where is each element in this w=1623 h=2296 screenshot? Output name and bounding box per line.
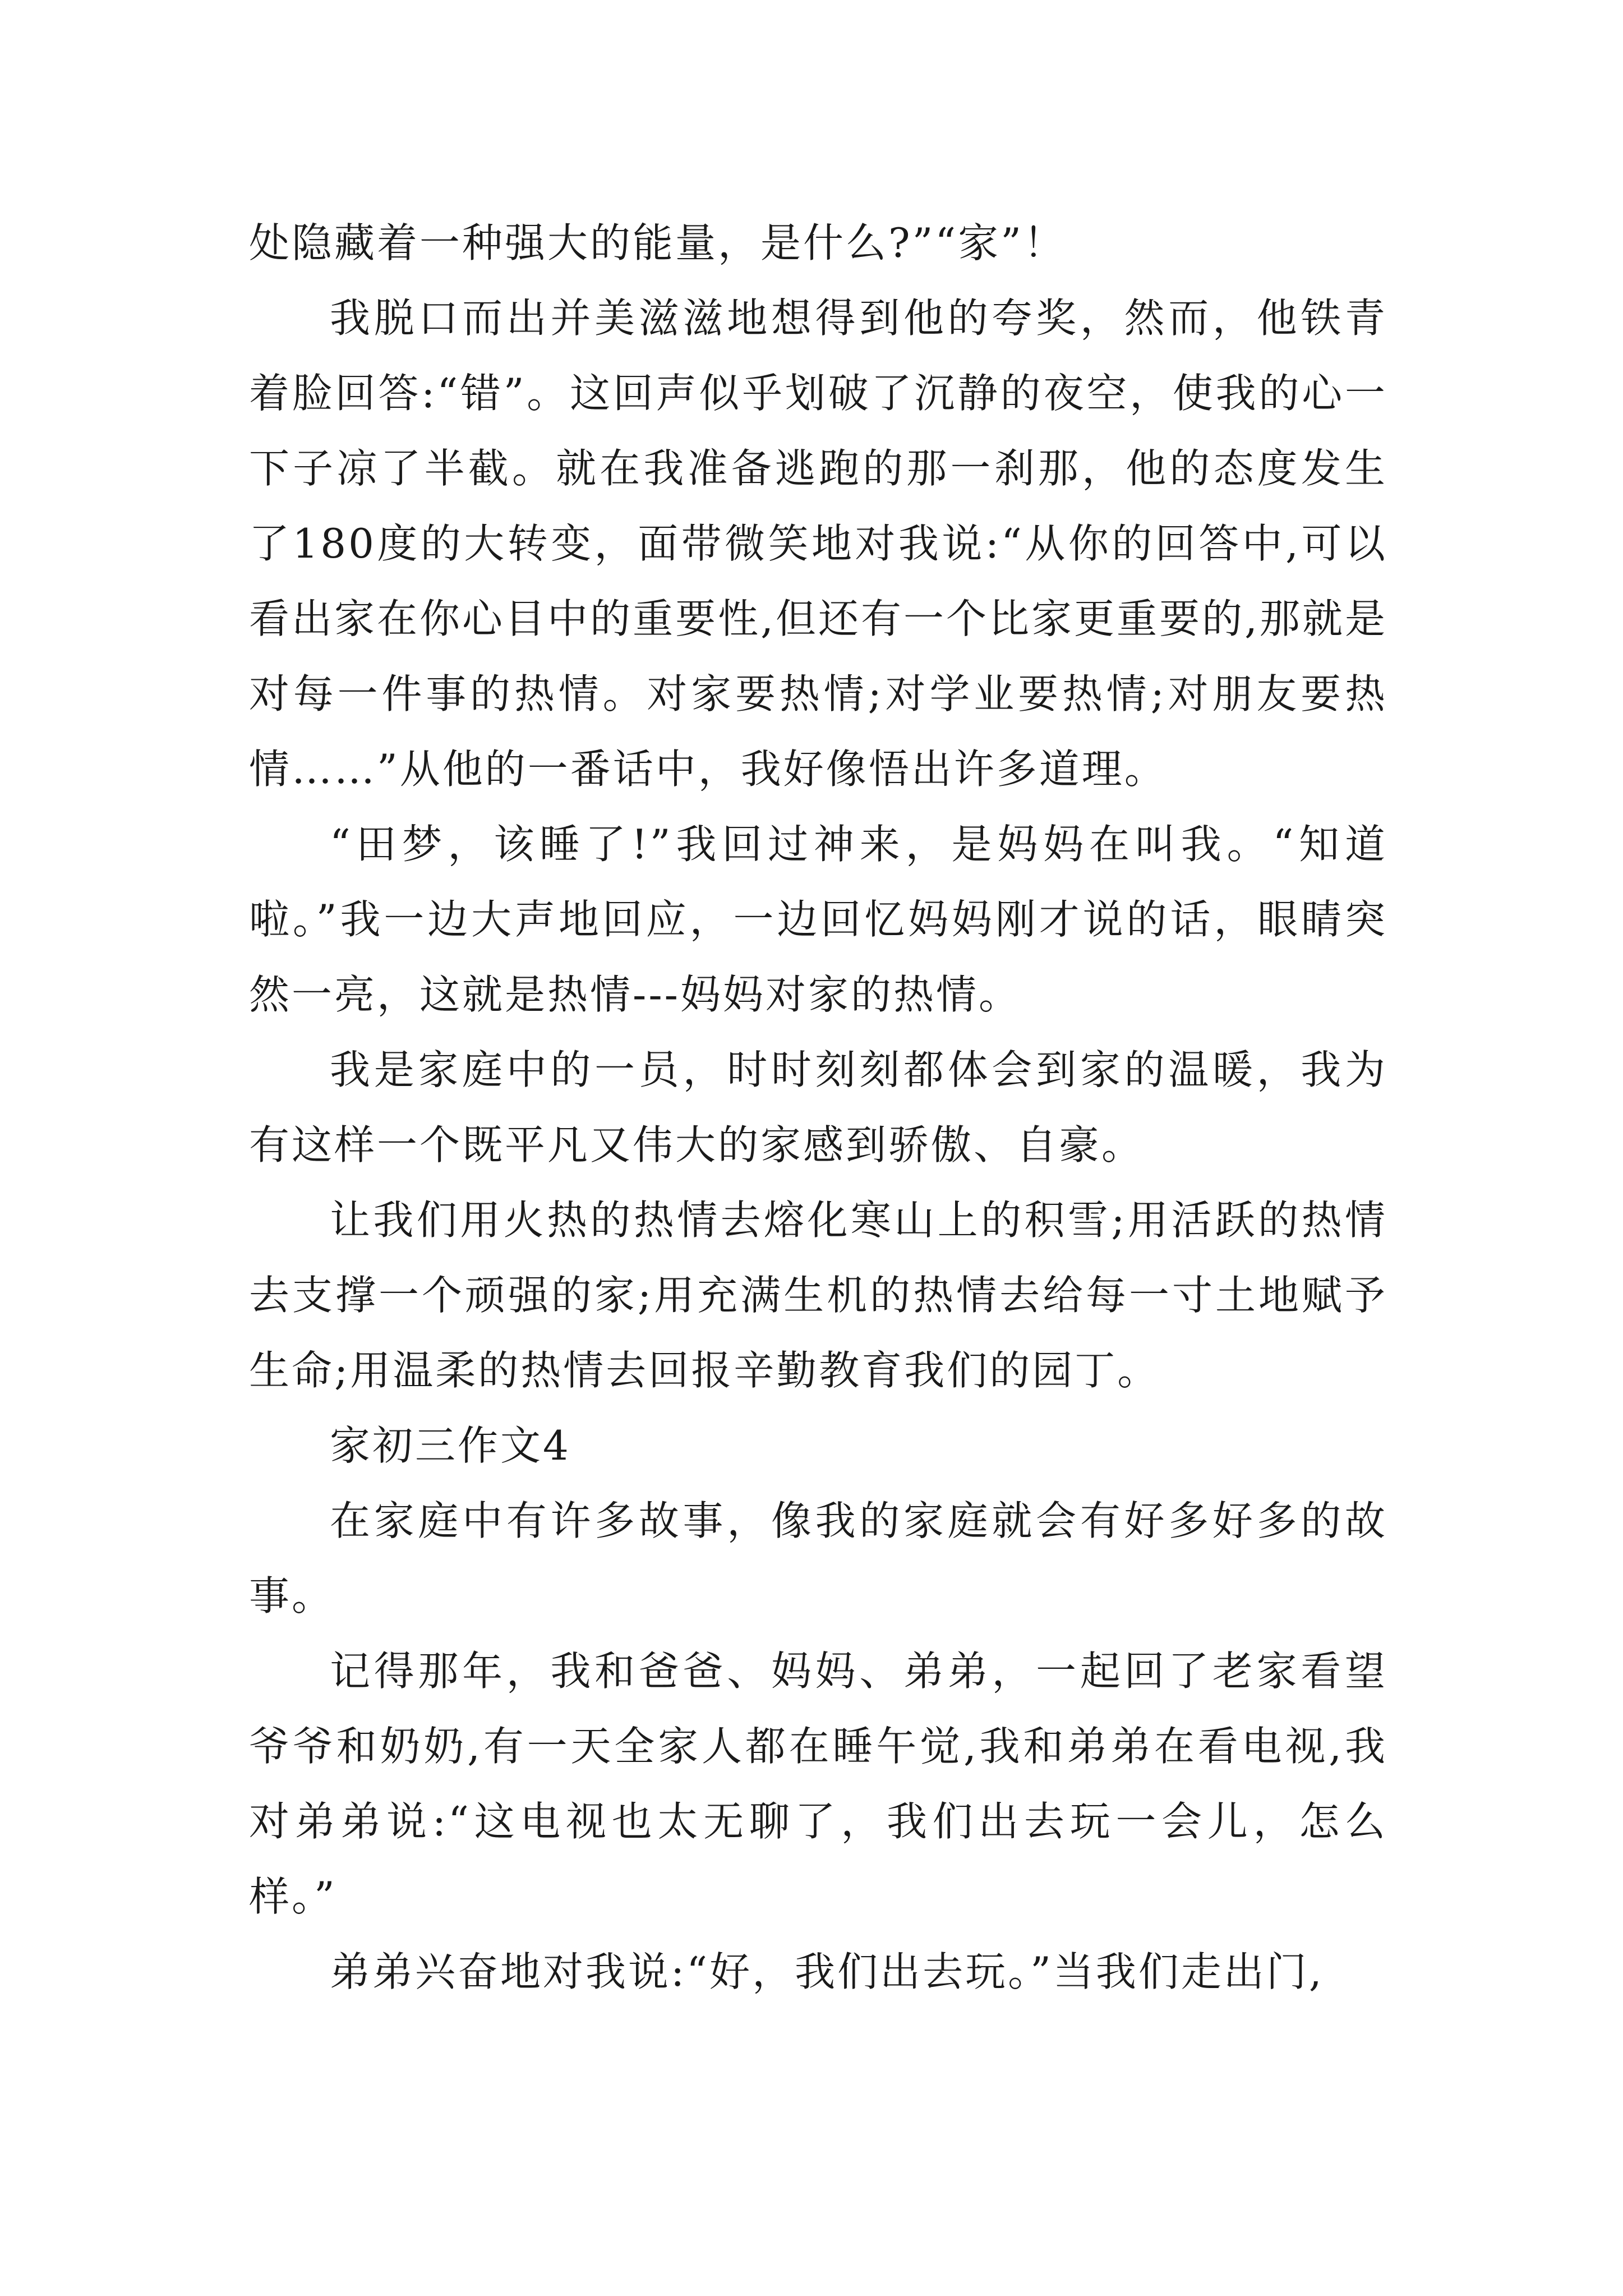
paragraph-3: “田梦，该睡了!”我回过神来，是妈妈在叫我。“知道啦。”我一边大声地回应，一边回忆妈妈刚才说的话，眼睛突然一亮，这就是热情---妈妈对家的热情。 <box>249 821 1387 1018</box>
paragraph-1: 处隐藏着一种强大的能量，是什么?”“家”！ <box>249 219 1067 266</box>
document-body <box>249 205 1387 2009</box>
paragraph-4: 我是家庭中的一员，时时刻刻都体会到家的温暖，我为有这样一个既平凡又伟大的家感到骄傲、自豪。 <box>249 1046 1387 1168</box>
paragraph-5: 让我们用火热的热情去熔化寒山上的积雪;用活跃的热情去支撑一个顽强的家;用充满生机的热情去给每一寸土地赋予生命;用温柔的热情去回报辛勤教育我们的园丁。 <box>249 1197 1387 1394</box>
section-heading: 家初三作文4 <box>330 1422 571 1469</box>
paragraph-8: 弟弟兴奋地对我说:“好，我们出去玩。”当我们走出门, <box>330 1948 1324 1995</box>
paragraph-7: 记得那年，我和爸爸、妈妈、弟弟，一起回了老家看望爷爷和奶奶,有一天全家人都在睡午觉,我和弟弟在看电视,我对弟弟说:“这电视也太无聊了，我们出去玩一会儿，怎么样。” <box>249 1648 1387 1920</box>
paragraph-2: 我脱口而出并美滋滋地想得到他的夸奖，然而，他铁青着脸回答:“错”。这回声似乎划破了沉静的夜空，使我的心一下子凉了半截。就在我准备逃跑的那一刹那，他的态度发生了180度的大转变，面带微笑地对我说:“从你的回答中,可以看出家在你心目中的重要性,但还有一个比家更重要的,那就是对每一件事的热情。对家要热情;对学业要热情;对朋友要热情……”从他的一番话中，我好像悟出许多道理。 <box>249 295 1387 793</box>
paragraph-6: 在家庭中有许多故事，像我的家庭就会有好多好多的故事。 <box>249 1497 1387 1619</box>
